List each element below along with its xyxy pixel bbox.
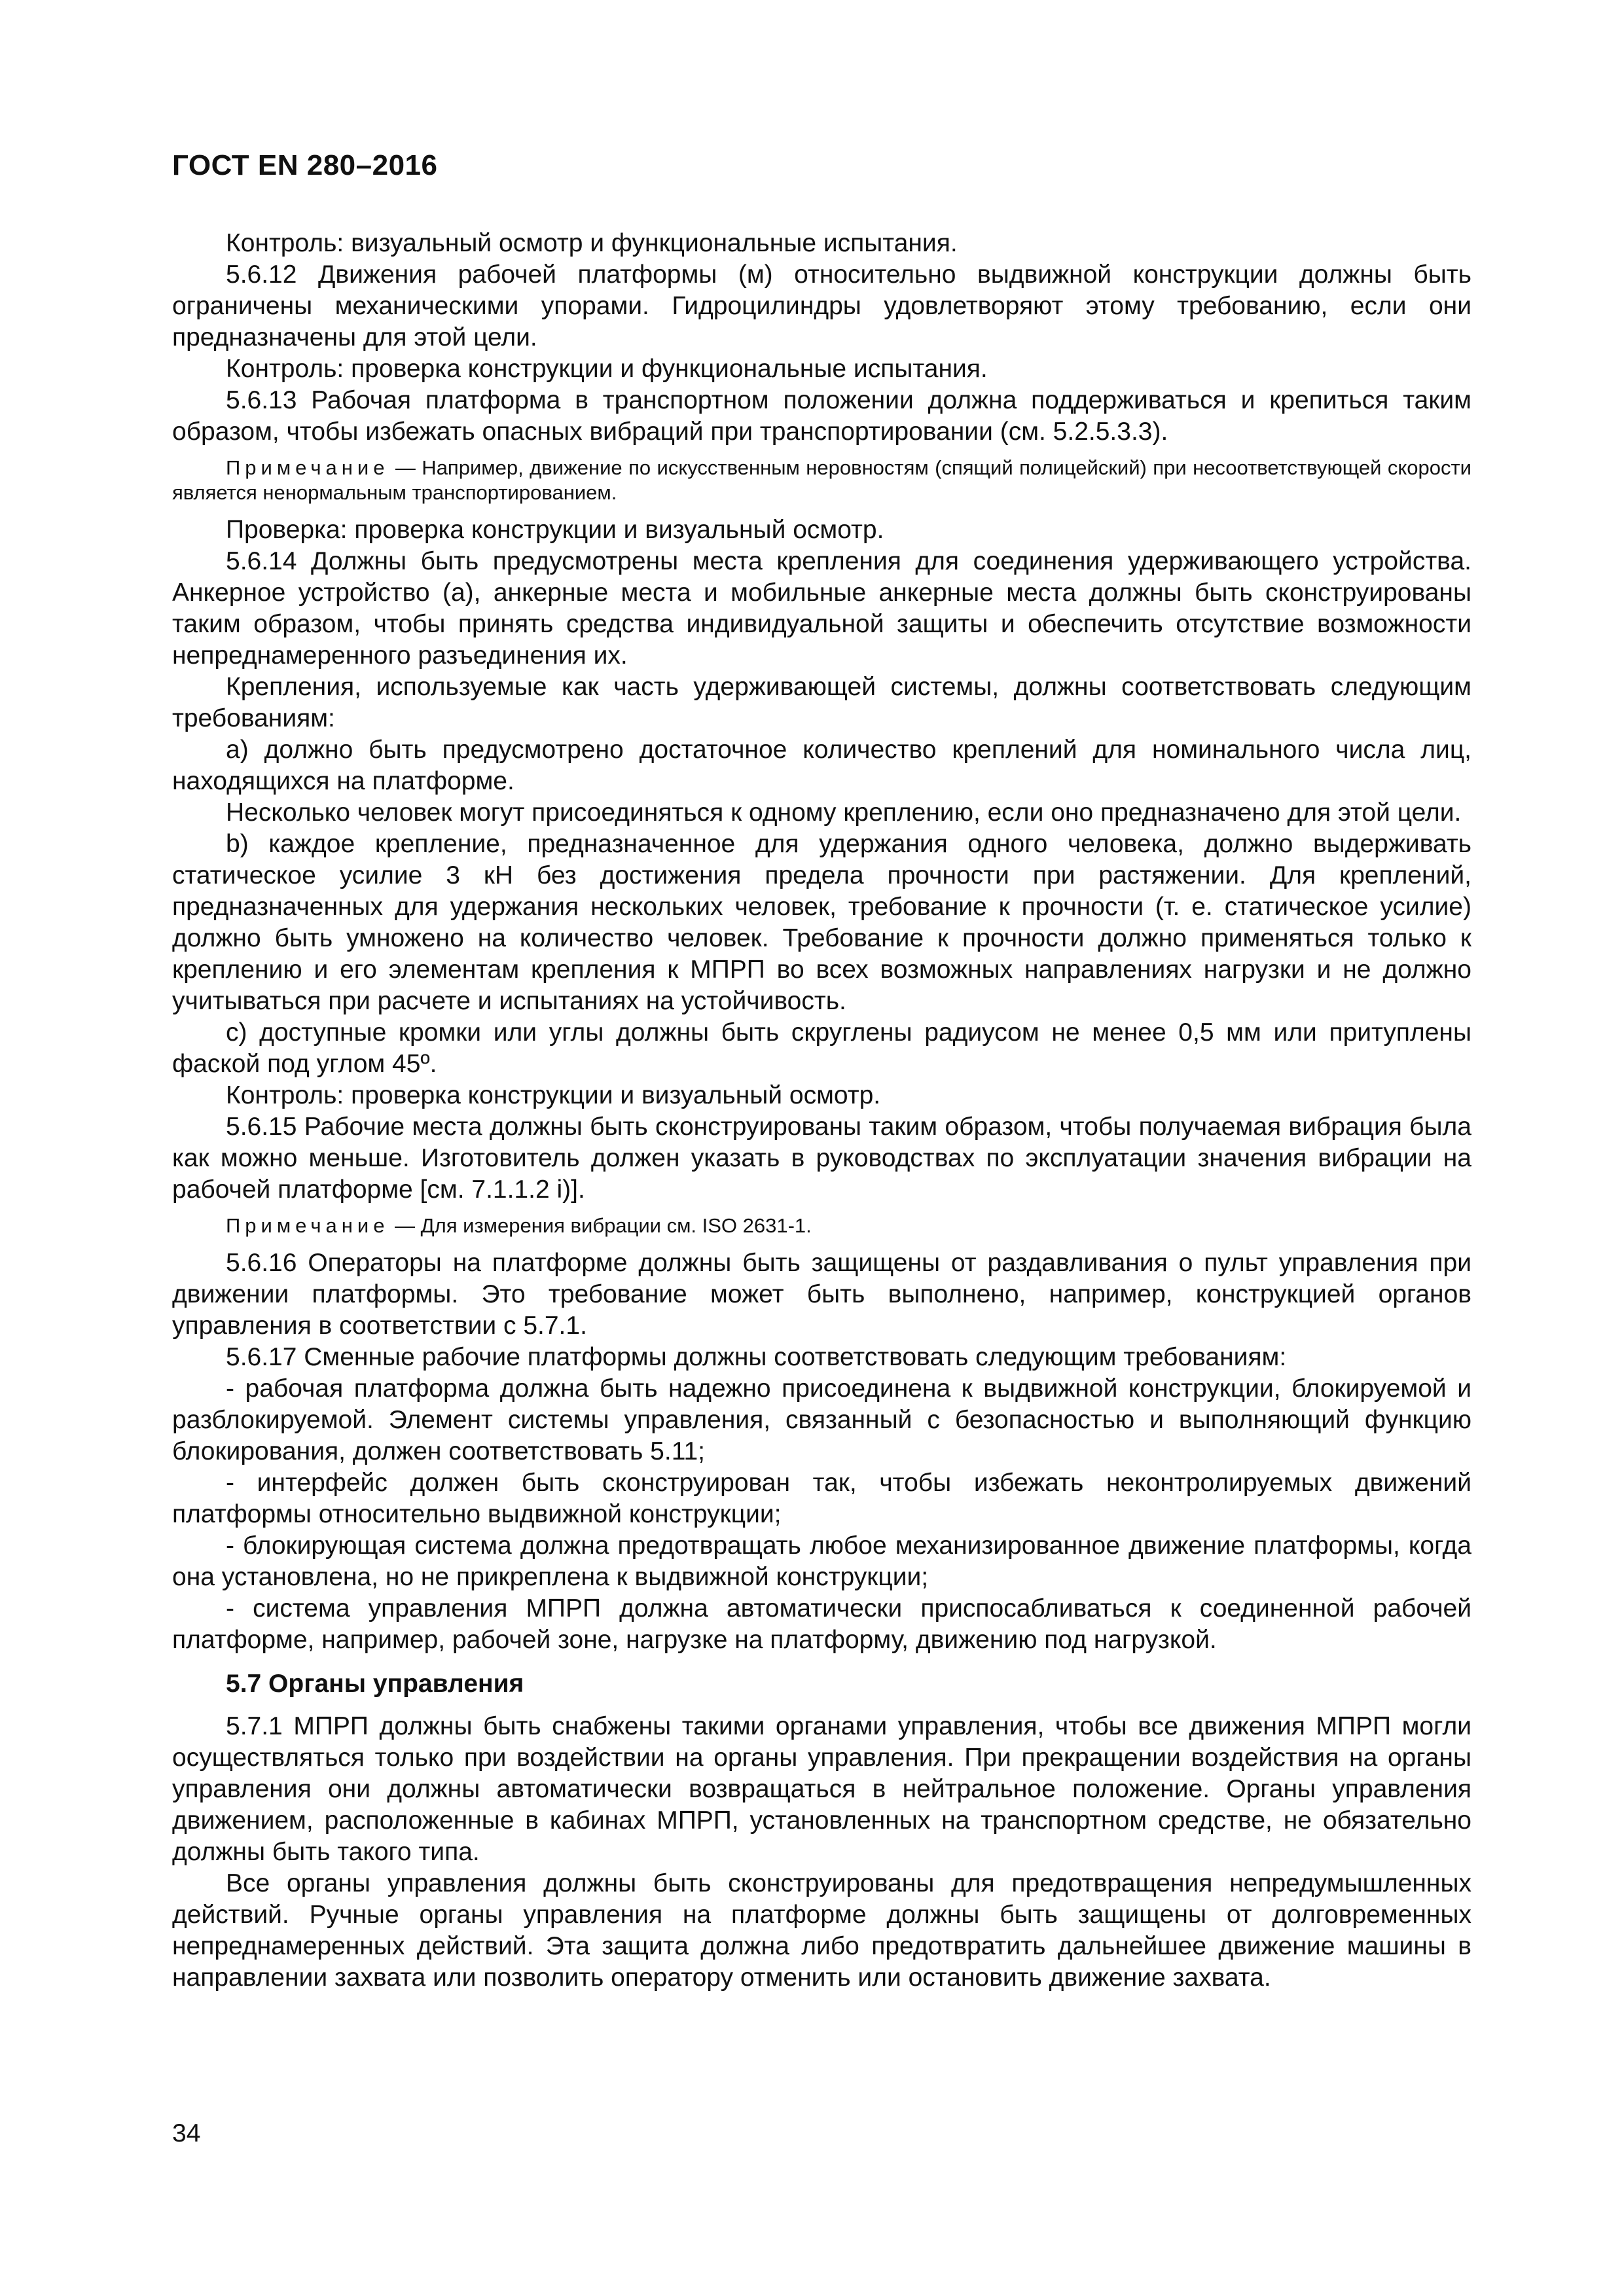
document-body [172,228,1471,1994]
paragraph: 5.6.17 Сменные рабочие платформы должны соответствовать следующим требованиям: [226,1343,1287,1371]
list-item: b) каждое крепление, предназначенное для удержания одного человека, должно выдерживать статическое усилие 3 кН без достижения предела прочности при растяжении. Для креплений, предназначенных для удержания нескольких человек, требование к прочности (т. е. статическое усилие) должно быть умножено на количество человек. Требование к прочности должно применяться только к креплению и его элементам крепления к МПРП во всех возможных направлениях нагрузки и не должно учитываться при расчете и испытаниях на устойчивость. [172,830,1471,1015]
section-heading: 5.7 Органы управления [226,1670,524,1698]
list-item: - интерфейс должен быть сконструирован так, чтобы избежать неконтролируемых движений платформы относительно выдвижной конструкции; [172,1469,1471,1528]
page-number: 34 [172,2119,201,2147]
note [172,1213,1471,1238]
paragraph: Контроль: проверка конструкции и функциональные испытания. [226,355,988,383]
paragraph: Крепления, используемые как часть удерживающей системы, должны соответствовать следующим требованиям: [172,673,1471,732]
paragraph: Проверка: проверка конструкции и визуальный осмотр. [226,516,884,544]
paragraph: 5.6.15 Рабочие места должны быть сконструированы таким образом, чтобы получаемая вибрация была как можно меньше. Изготовитель должен указать в руководствах по эксплуатации значения вибрации на рабочей платформе [см. 7.1.1.2 i)]. [172,1113,1471,1204]
paragraph: 5.7.1 МПРП должны быть снабжены такими органами управления, чтобы все движения МПРП могли осуществляться только при воздействии на органы управления. При прекращении воздействия на органы управления они должны автоматически возвращаться в нейтральное положение. Органы управления движением, расположенные в кабинах МПРП, установленных на транспортном средстве, не обязательно должны быть такого типа. [172,1712,1471,1866]
note-text: — Для измерения вибрации см. ISO 2631-1. [389,1214,812,1237]
list-item: - рабочая платформа должна быть надежно присоединена к выдвижной конструкции, блокируемой и разблокируемой. Элемент системы управления, связанный с безопасностью и выполняющий функцию блокирования, должен соответствовать 5.11; [172,1374,1471,1465]
document-header: ГОСТ EN 280–2016 [172,149,438,181]
paragraph: 5.6.12 Движения рабочей платформы (м) относительно выдвижной конструкции должны быть ограничены механическими упорами. Гидроцилиндры удовлетворяют этому требованию, если они предназначены для этой цели. [172,260,1471,351]
paragraph: 5.6.14 Должны быть предусмотрены места крепления для соединения удерживающего устройства. Анкерное устройство (а), анкерные места и мобильные анкерные места должны быть сконструированы таким образом, чтобы принять средства индивидуальной защиты и обеспечить отсутствие возможности непреднамеренного разъединения их. [172,547,1471,670]
paragraph: 5.6.16 Операторы на платформе должны быть защищены от раздавливания о пульт управления при движении платформы. Это требование может быть выполнено, например, конструкцией органов управления в соответствии с 5.7.1. [172,1249,1471,1340]
list-item: с) доступные кромки или углы должны быть скруглены радиусом не менее 0,5 мм или притуплены фаской под углом 45º. [172,1018,1471,1078]
note-label: Примечание [226,1214,389,1237]
paragraph: 5.6.13 Рабочая платформа в транспортном положении должна поддерживаться и крепиться таким образом, чтобы избежать опасных вибраций при транспортировании (см. 5.2.5.3.3). [172,386,1471,446]
list-item: - система управления МПРП должна автоматически приспосабливаться к соединенной рабочей платформе, например, рабочей зоне, нагрузке на платформу, движению под нагрузкой. [172,1594,1471,1654]
note-label: Примечание [226,456,389,479]
note [172,456,1471,505]
note-text: — Например, движение по искусственным неровностям (спящий полицейский) при несоответствующей скорости является ненормальным транспортированием. [172,456,1471,504]
paragraph: Контроль: визуальный осмотр и функциональные испытания. [226,229,958,257]
paragraph: Несколько человек могут присоединяться к одному креплению, если оно предназначено для этой цели. [226,798,1462,827]
paragraph: Все органы управления должны быть сконструированы для предотвращения непредумышленных действий. Ручные органы управления на платформе должны быть защищены от долговременных непреднамеренных действий. Эта защита должна либо предотвратить дальнейшее движение машины в направлении захвата или позволить оператору отменить или остановить движение захвата. [172,1869,1471,1992]
list-item: - блокирующая система должна предотвращать любое механизированное движение платформы, когда она установлена, но не прикреплена к выдвижной конструкции; [172,1532,1471,1591]
list-item: а) должно быть предусмотрено достаточное количество креплений для номинального числа лиц, находящихся на платформе. [172,736,1471,795]
paragraph: Контроль: проверка конструкции и визуальный осмотр. [226,1081,881,1109]
